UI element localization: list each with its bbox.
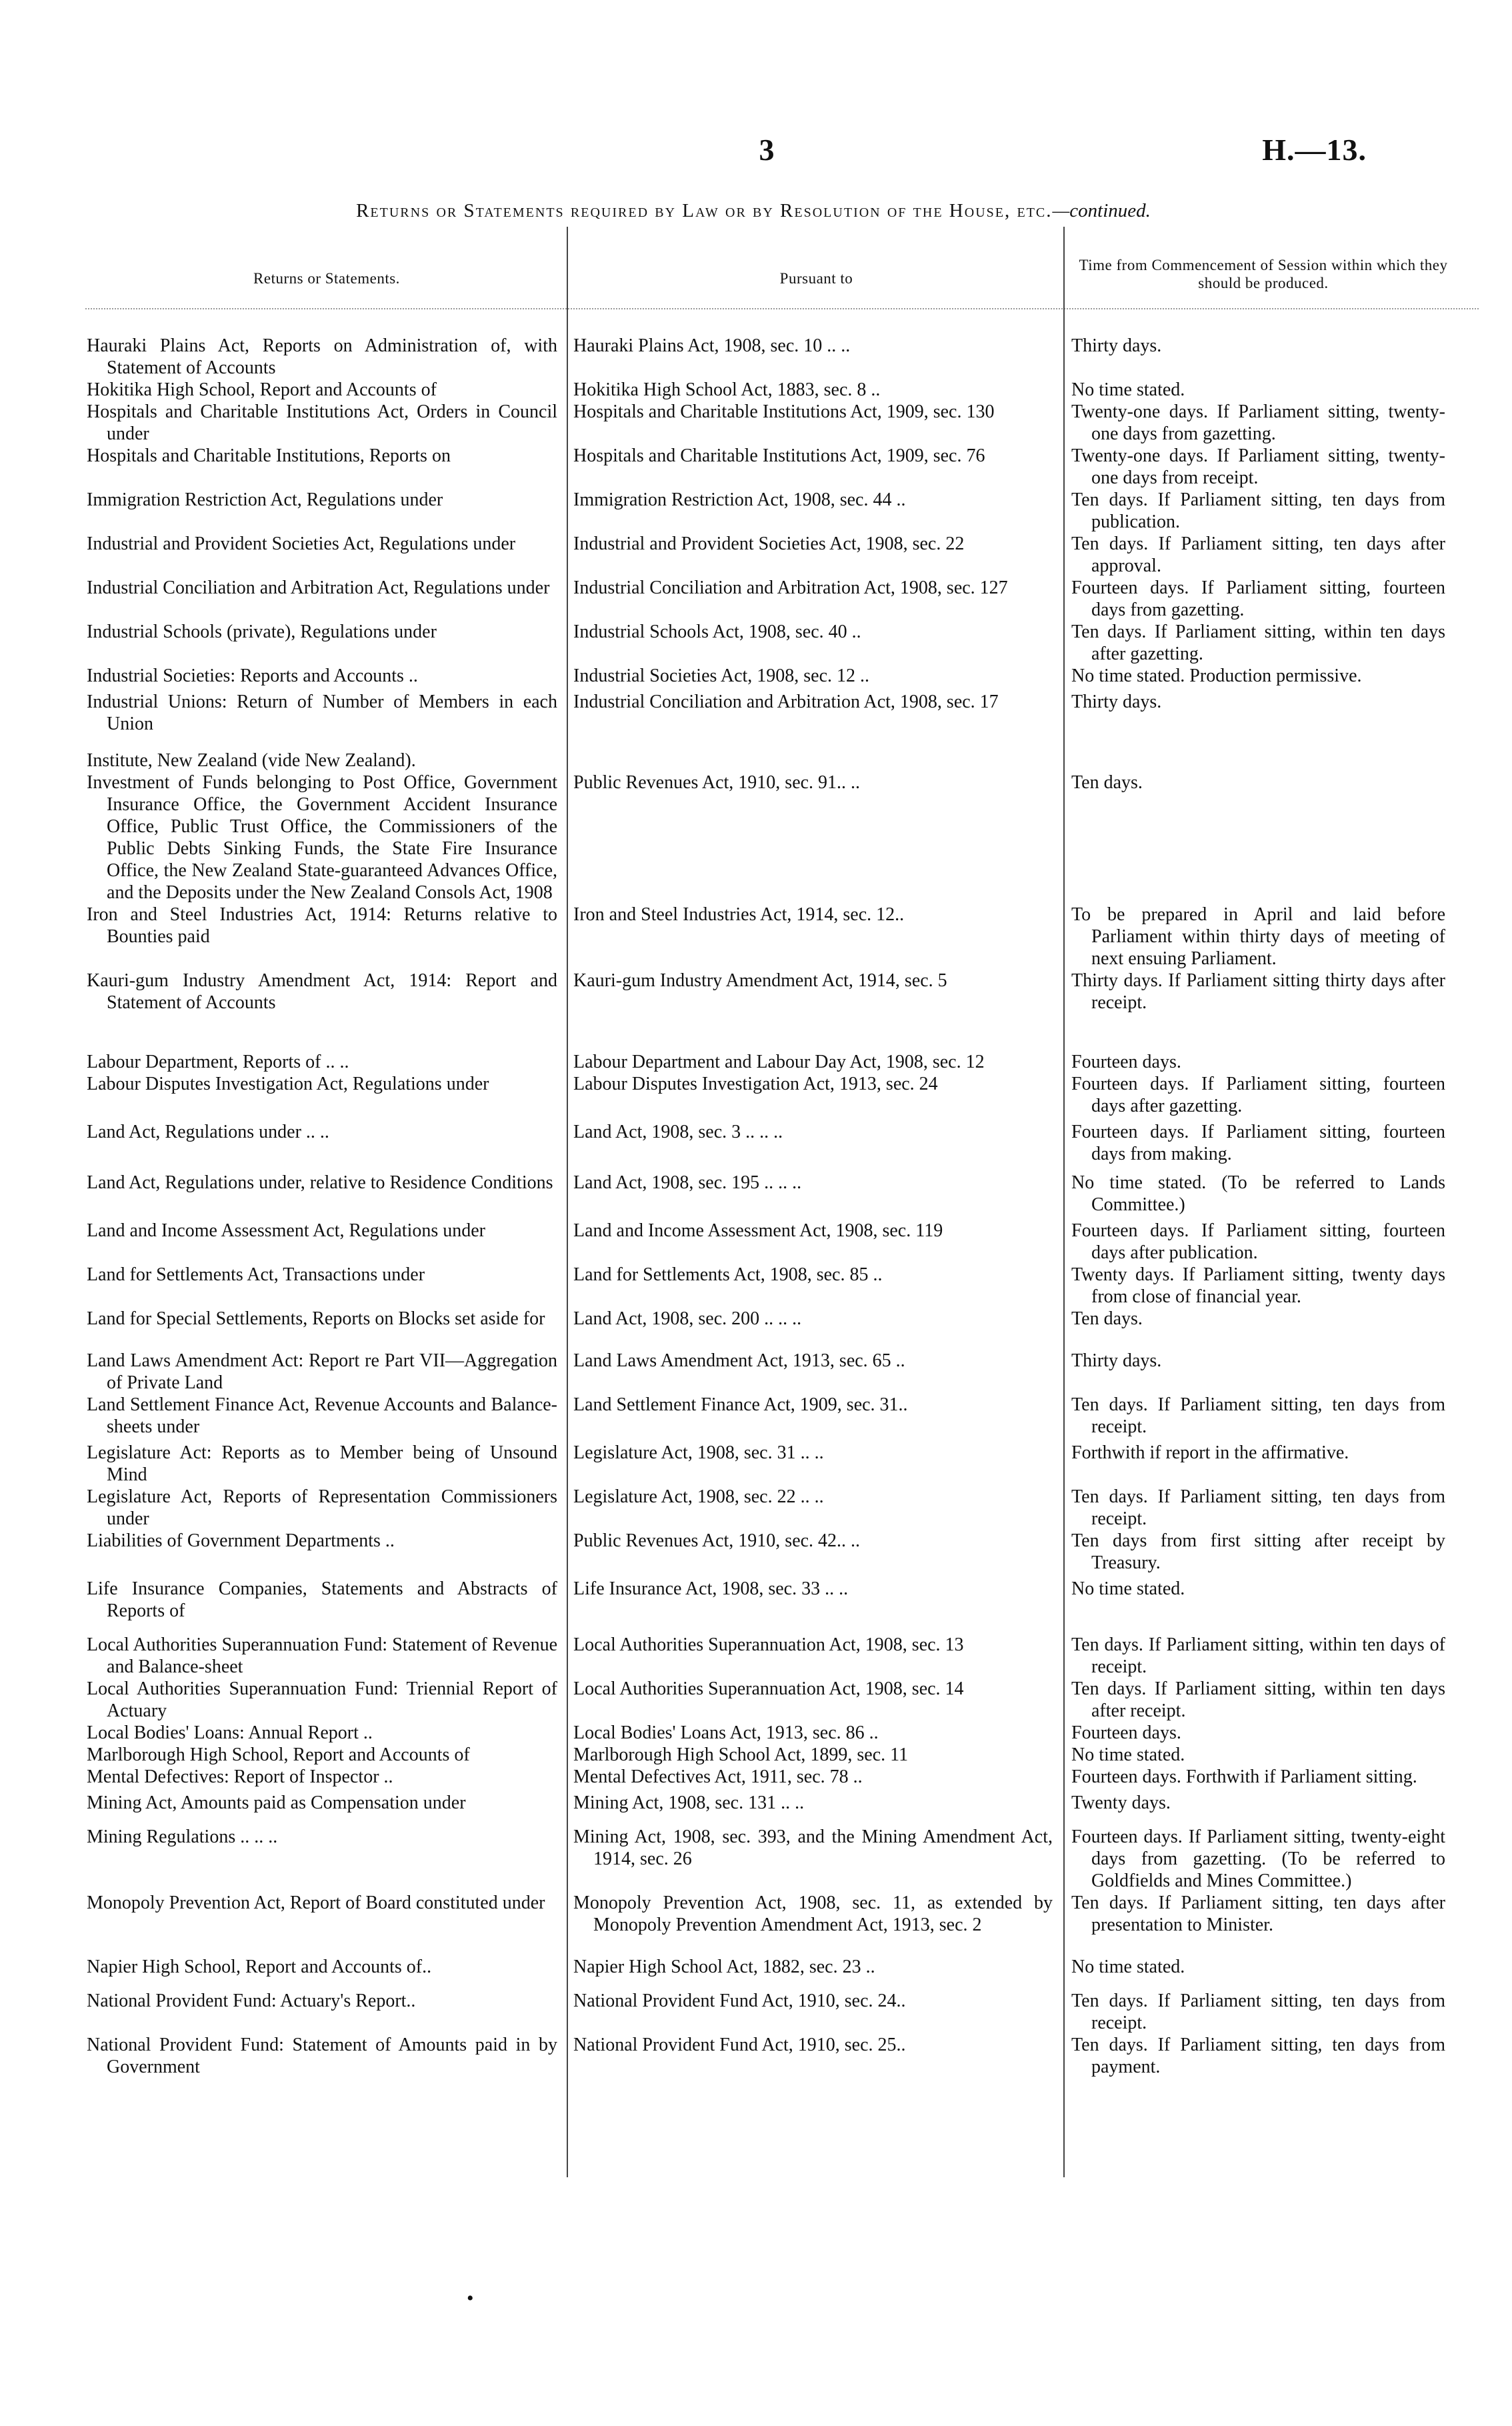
cell-text: Land Settlement Finance Act, Revenue Accounts and Balance-sheets under	[87, 1394, 557, 1437]
cell-time	[1063, 970, 1445, 1014]
cell-returns	[85, 1578, 567, 1622]
cell-time	[1063, 1220, 1445, 1264]
cell-time	[1063, 2034, 1445, 2078]
cell-text: National Provident Fund: Statement of Amounts paid in by Government	[87, 2035, 557, 2077]
cell-text: Fourteen days.	[1071, 1722, 1181, 1743]
cell-text: Hauraki Plains Act, Reports on Administration of, with Statement of Accounts	[87, 335, 557, 378]
cell-time	[1063, 379, 1445, 401]
cell-time	[1063, 1578, 1445, 1600]
cell-text: Ten days. If Parliament sitting, ten days after presentation to Minister.	[1071, 1893, 1445, 1935]
table-row	[85, 1350, 1445, 1394]
cell-text: Land Act, Regulations under, relative to Residence Conditions	[87, 1172, 553, 1193]
cell-time	[1063, 1766, 1445, 1788]
header-rule	[85, 308, 1479, 309]
page-title-text: Returns or Statements required by Law or by Resolution of the House, etc.	[356, 200, 1053, 221]
cell-returns	[85, 2034, 567, 2078]
cell-time	[1063, 1308, 1445, 1330]
table-row	[85, 1121, 1445, 1165]
cell-text: Twenty-one days. If Parliament sitting, twenty-one days from receipt.	[1071, 445, 1445, 488]
cell-text: Immigration Restriction Act, Regulations under	[87, 489, 443, 510]
cell-text: Immigration Restriction Act, 1908, sec. 44 ..	[573, 489, 906, 510]
cell-returns	[85, 533, 567, 555]
cell-returns	[85, 401, 567, 445]
cell-pursuant	[567, 1990, 1063, 2012]
cell-text: Thirty days. If Parliament sitting thirty days after receipt.	[1071, 970, 1445, 1013]
cell-text: Investment of Funds belonging to Post Office, Government Insurance Office, the Government Accident Insurance Office, Public Trust Office, the Commissioners of the Public Debts Sinking Funds, the State Fire Insurance Office, the New Zealand State-guaranteed Advances Office, and the Deposits under the New Zealand Consols Act, 1908	[87, 772, 557, 903]
cell-text: Kauri-gum Industry Amendment Act, 1914, sec. 5	[573, 970, 947, 991]
cell-returns	[85, 1172, 567, 1194]
cell-pursuant	[567, 970, 1063, 992]
cell-time	[1063, 1634, 1445, 1678]
cell-time	[1063, 1990, 1445, 2034]
table-row	[85, 2034, 1445, 2078]
table-row	[85, 970, 1445, 1014]
page-number: 3	[759, 133, 775, 167]
cell-time	[1063, 1744, 1445, 1766]
table-row	[85, 1766, 1445, 1788]
cell-text: Marlborough High School Act, 1899, sec. 11	[573, 1744, 909, 1765]
cell-text: Hospitals and Charitable Institutions Act, Orders in Council under	[87, 401, 557, 444]
cell-returns	[85, 691, 567, 735]
cell-text: No time stated. Production permissive.	[1071, 666, 1362, 686]
cell-text: Ten days.	[1071, 1308, 1143, 1329]
cell-text: Hauraki Plains Act, 1908, sec. 10 .. ..	[573, 335, 851, 356]
cell-time	[1063, 489, 1445, 533]
cell-pursuant	[567, 1634, 1063, 1656]
cell-pursuant	[567, 445, 1063, 467]
returns-table	[85, 335, 1445, 2090]
cell-text: Land Settlement Finance Act, 1909, sec. 31..	[573, 1394, 908, 1415]
cell-text: Local Authorities Superannuation Act, 1908, sec. 14	[573, 1678, 964, 1699]
cell-pursuant	[567, 1350, 1063, 1372]
cell-text: Ten days. If Parliament sitting, ten days from receipt.	[1071, 1486, 1445, 1529]
table-row	[85, 379, 1445, 401]
cell-returns	[85, 445, 567, 467]
cell-text: Hospitals and Charitable Institutions, Reports on	[87, 445, 451, 466]
cell-pursuant	[567, 1792, 1063, 1814]
cell-returns	[85, 489, 567, 511]
cell-returns	[85, 335, 567, 379]
table-row	[85, 1956, 1445, 1978]
table-row	[85, 1744, 1445, 1766]
cell-text: Public Revenues Act, 1910, sec. 91.. ..	[573, 772, 861, 793]
cell-pursuant	[567, 904, 1063, 926]
cell-text: Industrial Societies Act, 1908, sec. 12 ..	[573, 666, 870, 686]
cell-returns	[85, 1073, 567, 1095]
cell-text: Ten days. If Parliament sitting, ten days from receipt.	[1071, 1394, 1445, 1437]
cell-text: Fourteen days. If Parliament sitting, twenty-eight days from gazetting. (To be referred to Goldfields and Mines Committee.)	[1071, 1827, 1445, 1891]
cell-time	[1063, 1121, 1445, 1165]
cell-time	[1063, 904, 1445, 970]
table-row	[85, 577, 1445, 621]
table-row	[85, 691, 1445, 735]
cell-text: Labour Department and Labour Day Act, 1908, sec. 12	[573, 1052, 985, 1072]
cell-text: Land Laws Amendment Act, 1913, sec. 65 ..	[573, 1350, 905, 1371]
cell-time	[1063, 772, 1445, 794]
cell-text: Thirty days.	[1071, 335, 1162, 356]
stray-mark: •	[467, 2287, 474, 2309]
table-row	[85, 489, 1445, 533]
cell-time	[1063, 1264, 1445, 1308]
cell-text: Fourteen days. If Parliament sitting, fourteen days after gazetting.	[1071, 1074, 1445, 1116]
cell-text: Forthwith if report in the affirmative.	[1071, 1442, 1349, 1463]
cell-returns	[85, 577, 567, 599]
cell-returns	[85, 1826, 567, 1848]
cell-text: Twenty-one days. If Parliament sitting, twenty-one days from gazetting.	[1071, 401, 1445, 444]
cell-time	[1063, 1172, 1445, 1216]
table-row	[85, 1990, 1445, 2034]
cell-text: Labour Disputes Investigation Act, Regulations under	[87, 1074, 489, 1094]
cell-text: To be prepared in April and laid before Parliament within thirty days of meeting of next ensuing Parliament.	[1071, 904, 1445, 969]
cell-text: Land and Income Assessment Act, Regulations under	[87, 1220, 485, 1241]
table-row	[85, 1578, 1445, 1622]
table-row	[85, 1172, 1445, 1216]
cell-text: Public Revenues Act, 1910, sec. 42.. ..	[573, 1530, 861, 1551]
cell-text: Hospitals and Charitable Institutions Act, 1909, sec. 130	[573, 401, 995, 422]
page-title	[93, 200, 1413, 222]
cell-text: Legislature Act: Reports as to Member being of Unsound Mind	[87, 1442, 557, 1485]
cell-pursuant	[567, 489, 1063, 511]
table-row	[85, 1634, 1445, 1678]
cell-returns	[85, 621, 567, 643]
table-row	[85, 1308, 1445, 1330]
cell-text: Local Bodies' Loans: Annual Report ..	[87, 1722, 373, 1743]
cell-text: Land Act, Regulations under .. ..	[87, 1122, 329, 1142]
cell-text: Ten days. If Parliament sitting, within ten days of receipt.	[1071, 1634, 1445, 1677]
table-row	[85, 772, 1445, 904]
cell-text: Fourteen days.	[1071, 1052, 1181, 1072]
cell-returns	[85, 1956, 567, 1978]
cell-text: Fourteen days. If Parliament sitting, fourteen days after publication.	[1071, 1220, 1445, 1263]
cell-returns	[85, 1264, 567, 1286]
cell-text: Land for Settlements Act, Transactions under	[87, 1264, 425, 1285]
cell-returns	[85, 1220, 567, 1242]
cell-text: Napier High School, Report and Accounts of..	[87, 1957, 432, 1977]
cell-text: Kauri-gum Industry Amendment Act, 1914: Report and Statement of Accounts	[87, 970, 557, 1013]
cell-returns	[85, 1678, 567, 1722]
cell-text: Industrial and Provident Societies Act, 1908, sec. 22	[573, 533, 965, 554]
cell-time	[1063, 1350, 1445, 1372]
cell-text: National Provident Fund Act, 1910, sec. 25..	[573, 2035, 906, 2055]
cell-text: Iron and Steel Industries Act, 1914: Returns relative to Bounties paid	[87, 904, 557, 947]
cell-time	[1063, 1892, 1445, 1936]
cell-pursuant	[567, 1264, 1063, 1286]
column-header-time: Time from Commencement of Session within which they should be produced.	[1079, 257, 1448, 291]
cell-text: Land and Income Assessment Act, 1908, sec. 119	[573, 1220, 943, 1241]
cell-text: Ten days.	[1071, 772, 1143, 793]
cell-text: Land for Settlements Act, 1908, sec. 85 ..	[573, 1264, 883, 1285]
cell-text: Labour Department, Reports of .. ..	[87, 1052, 349, 1072]
cell-time	[1063, 1442, 1445, 1464]
cell-text: Fourteen days. If Parliament sitting, fourteen days from gazetting.	[1071, 577, 1445, 620]
table-row	[85, 335, 1445, 379]
cell-time	[1063, 1486, 1445, 1530]
table-row	[85, 1051, 1445, 1073]
cell-text: Liabilities of Government Departments ..	[87, 1530, 395, 1551]
table-row	[85, 401, 1445, 445]
cell-text: Marlborough High School, Report and Accounts of	[87, 1744, 470, 1765]
table-row	[85, 445, 1445, 489]
cell-text: Ten days. If Parliament sitting, ten days from receipt.	[1071, 1991, 1445, 2033]
cell-text: Industrial Schools Act, 1908, sec. 40 ..	[573, 622, 861, 642]
cell-text: Ten days. If Parliament sitting, within ten days after receipt.	[1071, 1678, 1445, 1721]
cell-text: Land Laws Amendment Act: Report re Part VII—Aggregation of Private Land	[87, 1350, 557, 1393]
cell-pursuant	[567, 1486, 1063, 1508]
cell-time	[1063, 445, 1445, 489]
cell-text: Napier High School Act, 1882, sec. 23 ..	[573, 1957, 875, 1977]
cell-text: No time stated.	[1071, 379, 1185, 400]
cell-time	[1063, 1722, 1445, 1744]
cell-text: Mining Act, 1908, sec. 393, and the Mining Amendment Act, 1914, sec. 26	[573, 1827, 1053, 1869]
cell-text: Land Act, 1908, sec. 195 .. .. ..	[573, 1172, 802, 1193]
cell-pursuant	[567, 1442, 1063, 1464]
cell-text: Industrial Unions: Return of Number of Members in each Union	[87, 692, 557, 734]
table-row	[85, 621, 1445, 665]
document-code: H.—13.	[1262, 133, 1367, 167]
cell-text: Thirty days.	[1071, 1350, 1162, 1371]
cell-time	[1063, 1051, 1445, 1073]
table-row	[85, 1442, 1445, 1486]
cell-text: Twenty days.	[1071, 1792, 1171, 1813]
cell-pursuant	[567, 1308, 1063, 1330]
cell-pursuant	[567, 621, 1063, 643]
cell-returns	[85, 665, 567, 687]
cell-pursuant	[567, 691, 1063, 713]
cell-text: No time stated.	[1071, 1957, 1185, 1977]
cell-returns	[85, 1744, 567, 1766]
cell-text: Labour Disputes Investigation Act, 1913, sec. 24	[573, 1074, 938, 1094]
cell-time	[1063, 335, 1445, 357]
cell-pursuant	[567, 1051, 1063, 1073]
cell-pursuant	[567, 1722, 1063, 1744]
cell-text: Industrial Conciliation and Arbitration Act, 1908, sec. 17	[573, 692, 999, 712]
cell-pursuant	[567, 1826, 1063, 1870]
cell-text: Land for Special Settlements, Reports on Blocks set aside for	[87, 1308, 545, 1329]
cell-returns	[85, 1634, 567, 1678]
cell-text: Iron and Steel Industries Act, 1914, sec. 12..	[573, 904, 905, 925]
cell-pursuant	[567, 1220, 1063, 1242]
table-row	[85, 1220, 1445, 1264]
cell-pursuant	[567, 1892, 1063, 1936]
column-header-pursuant: Pursuant to	[779, 270, 853, 287]
cell-returns	[85, 904, 567, 948]
cell-text: Industrial Conciliation and Arbitration Act, 1908, sec. 127	[573, 577, 1008, 598]
cell-pursuant	[567, 335, 1063, 357]
cell-text: Hokitika High School Act, 1883, sec. 8 ..	[573, 379, 881, 400]
table-row	[85, 1892, 1445, 1936]
cell-text: Monopoly Prevention Act, Report of Board constituted under	[87, 1893, 545, 1913]
cell-pursuant	[567, 1956, 1063, 1978]
cell-returns	[85, 1990, 567, 2012]
cell-returns	[85, 1121, 567, 1143]
cell-time	[1063, 691, 1445, 713]
cell-time	[1063, 1956, 1445, 1978]
cell-returns	[85, 1442, 567, 1486]
cell-pursuant	[567, 1744, 1063, 1766]
cell-returns	[85, 1350, 567, 1394]
cell-pursuant	[567, 665, 1063, 687]
cell-returns	[85, 379, 567, 401]
cell-text: National Provident Fund: Actuary's Report..	[87, 1991, 416, 2011]
cell-text: Local Authorities Superannuation Act, 1908, sec. 13	[573, 1634, 964, 1655]
cell-pursuant	[567, 577, 1063, 599]
cell-pursuant	[567, 1578, 1063, 1600]
cell-text: Monopoly Prevention Act, 1908, sec. 11, as extended by Monopoly Prevention Amendment Act, 1913, sec. 2	[573, 1893, 1053, 1935]
cell-returns	[85, 1792, 567, 1814]
cell-returns	[85, 1394, 567, 1438]
cell-text: Industrial Societies: Reports and Accounts ..	[87, 666, 418, 686]
cell-time	[1063, 621, 1445, 665]
cell-text: Industrial Schools (private), Regulations under	[87, 622, 437, 642]
cell-text: Hospitals and Charitable Institutions Act, 1909, sec. 76	[573, 445, 985, 466]
cell-text: Land Act, 1908, sec. 200 .. .. ..	[573, 1308, 802, 1329]
cell-time	[1063, 533, 1445, 577]
cell-text: Fourteen days. If Parliament sitting, fourteen days from making.	[1071, 1122, 1445, 1164]
cell-pursuant	[567, 1530, 1063, 1552]
cell-text: Local Authorities Superannuation Fund: Triennial Report of Actuary	[87, 1678, 557, 1721]
cell-text: Legislature Act, 1908, sec. 31 .. ..	[573, 1442, 824, 1463]
cell-text: Ten days. If Parliament sitting, ten days after approval.	[1071, 533, 1445, 576]
cell-time	[1063, 577, 1445, 621]
table-row	[85, 1264, 1445, 1308]
cell-text: Ten days. If Parliament sitting, within ten days after gazetting.	[1071, 622, 1445, 664]
table-row	[85, 665, 1445, 687]
cell-returns	[85, 1308, 567, 1330]
table-row	[85, 750, 1445, 772]
cell-returns	[85, 772, 567, 904]
cell-pursuant	[567, 533, 1063, 555]
cell-pursuant	[567, 1766, 1063, 1788]
cell-text: Life Insurance Act, 1908, sec. 33 .. ..	[573, 1578, 849, 1599]
cell-text: Mining Act, Amounts paid as Compensation under	[87, 1792, 466, 1813]
cell-text: No time stated. (To be referred to Lands Committee.)	[1071, 1172, 1445, 1215]
table-row	[85, 1530, 1445, 1574]
cell-text: Mining Act, 1908, sec. 131 .. ..	[573, 1792, 805, 1813]
table-row	[85, 1073, 1445, 1117]
cell-time	[1063, 1073, 1445, 1117]
table-row	[85, 1678, 1445, 1722]
cell-text: Mental Defectives Act, 1911, sec. 78 ..	[573, 1766, 863, 1787]
cell-pursuant	[567, 1121, 1063, 1143]
cell-text: No time stated.	[1071, 1578, 1185, 1599]
cell-text: Ten days from first sitting after receipt by Treasury.	[1071, 1530, 1445, 1573]
cell-text: Legislature Act, 1908, sec. 22 .. ..	[573, 1486, 824, 1507]
cell-pursuant	[567, 772, 1063, 794]
cell-returns	[85, 1051, 567, 1073]
cell-text: Institute, New Zealand (vide New Zealand).	[87, 750, 416, 771]
cell-pursuant	[567, 1394, 1063, 1416]
cell-text: Local Bodies' Loans Act, 1913, sec. 86 ..	[573, 1722, 879, 1743]
cell-text: Hokitika High School, Report and Accounts of	[87, 379, 437, 400]
cell-pursuant	[567, 1073, 1063, 1095]
cell-text: Twenty days. If Parliament sitting, twenty days from close of financial year.	[1071, 1264, 1445, 1307]
cell-text: Mining Regulations .. .. ..	[87, 1827, 278, 1847]
cell-text: Local Authorities Superannuation Fund: Statement of Revenue and Balance-sheet	[87, 1634, 557, 1677]
table-row	[85, 1394, 1445, 1438]
cell-time	[1063, 1394, 1445, 1438]
cell-text: Ten days. If Parliament sitting, ten days from payment.	[1071, 2035, 1445, 2077]
cell-pursuant	[567, 1172, 1063, 1194]
cell-returns	[85, 1486, 567, 1530]
table-row	[85, 1722, 1445, 1744]
cell-time	[1063, 665, 1445, 687]
table-row	[85, 904, 1445, 970]
cell-text: Land Act, 1908, sec. 3 .. .. ..	[573, 1122, 783, 1142]
cell-pursuant	[567, 2034, 1063, 2056]
cell-text: Ten days. If Parliament sitting, ten days from publication.	[1071, 489, 1445, 532]
page-title-suffix: —continued.	[1052, 200, 1151, 221]
table-row	[85, 533, 1445, 577]
cell-returns	[85, 1530, 567, 1552]
cell-pursuant	[567, 401, 1063, 423]
cell-text: Fourteen days. Forthwith if Parliament sitting.	[1071, 1766, 1417, 1787]
cell-returns	[85, 1892, 567, 1914]
cell-time	[1063, 1792, 1445, 1814]
table-row	[85, 1792, 1445, 1814]
cell-text: Industrial and Provident Societies Act, Regulations under	[87, 533, 516, 554]
cell-time	[1063, 401, 1445, 445]
table-row	[85, 1486, 1445, 1530]
cell-time	[1063, 1678, 1445, 1722]
cell-pursuant	[567, 1678, 1063, 1700]
cell-text: Thirty days.	[1071, 692, 1162, 712]
cell-returns	[85, 1722, 567, 1744]
cell-returns	[85, 750, 567, 772]
column-header-returns: Returns or Statements.	[253, 270, 400, 287]
cell-returns	[85, 970, 567, 1014]
cell-text: Life Insurance Companies, Statements and Abstracts of Reports of	[87, 1578, 557, 1621]
cell-time	[1063, 1826, 1445, 1892]
cell-text: No time stated.	[1071, 1744, 1185, 1765]
cell-text: Mental Defectives: Report of Inspector ..	[87, 1766, 393, 1787]
cell-text: Industrial Conciliation and Arbitration Act, Regulations under	[87, 577, 550, 598]
cell-pursuant	[567, 379, 1063, 401]
cell-returns	[85, 1766, 567, 1788]
cell-text: National Provident Fund Act, 1910, sec. 24..	[573, 1991, 906, 2011]
table-row	[85, 1826, 1445, 1892]
cell-time	[1063, 1530, 1445, 1574]
cell-text: Legislature Act, Reports of Representation Commissioners under	[87, 1486, 557, 1529]
